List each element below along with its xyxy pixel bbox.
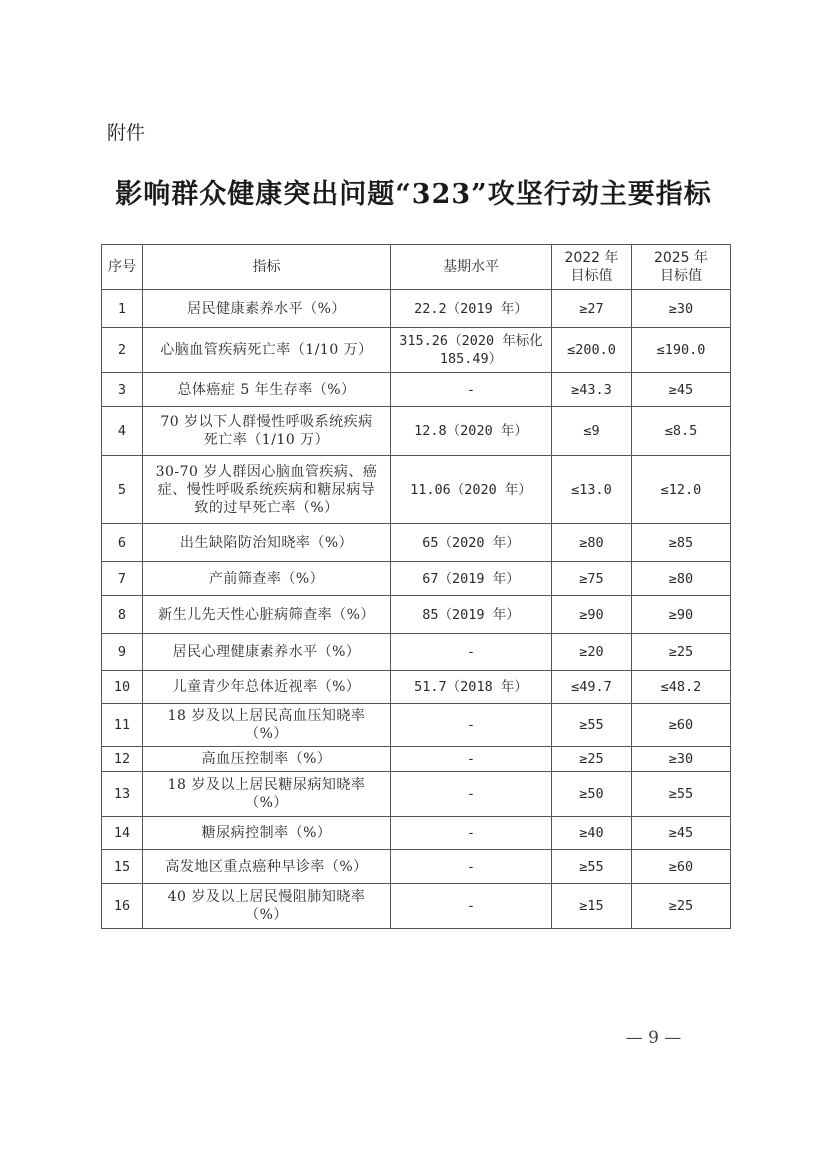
- row-index-cell: 14: [102, 817, 143, 850]
- row-baseline-cell: 12.8（2020 年）: [391, 407, 552, 456]
- row-index-cell: 8: [102, 596, 143, 634]
- row-target-2022-cell: ≥50: [552, 772, 632, 817]
- table-body: [102, 290, 731, 929]
- row-target-2022-cell: ≥75: [552, 562, 632, 596]
- table-row: [102, 407, 731, 456]
- row-baseline-cell: -: [391, 747, 552, 772]
- row-baseline-cell: 51.7（2018 年）: [391, 671, 552, 704]
- row-target-2025-cell: ≥90: [632, 596, 731, 634]
- row-target-2025-cell: ≥25: [632, 634, 731, 671]
- row-target-2025-cell: ≤12.0: [632, 456, 731, 524]
- row-target-2022-cell: ≥55: [552, 850, 632, 884]
- row-target-2025-cell: ≥80: [632, 562, 731, 596]
- row-baseline-cell: -: [391, 850, 552, 884]
- row-target-2025-cell: ≥45: [632, 373, 731, 407]
- page-number: — 9 —: [625, 1028, 682, 1048]
- row-target-2022-cell: ≥15: [552, 884, 632, 929]
- row-baseline-cell: 11.06（2020 年）: [391, 456, 552, 524]
- header-baseline: 基期水平: [391, 245, 552, 290]
- table-row: [102, 817, 731, 850]
- row-indicator-cell: 18 岁及以上居民高血压知晓率 （%）: [143, 704, 391, 747]
- row-baseline-cell: -: [391, 373, 552, 407]
- header-target-2025: 2025 年 目标值: [632, 245, 731, 290]
- row-index-cell: 11: [102, 704, 143, 747]
- row-target-2022-cell: ≥20: [552, 634, 632, 671]
- row-index-cell: 4: [102, 407, 143, 456]
- row-target-2022-cell: ≥25: [552, 747, 632, 772]
- row-index-cell: 15: [102, 850, 143, 884]
- row-indicator-cell: 总体癌症 5 年生存率（%）: [143, 373, 391, 407]
- row-baseline-cell: 67（2019 年）: [391, 562, 552, 596]
- row-target-2025-cell: ≤8.5: [632, 407, 731, 456]
- row-index-cell: 3: [102, 373, 143, 407]
- row-index-cell: 16: [102, 884, 143, 929]
- row-target-2022-cell: ≥27: [552, 290, 632, 328]
- row-baseline-cell: 22.2（2019 年）: [391, 290, 552, 328]
- row-target-2025-cell: ≥30: [632, 290, 731, 328]
- row-baseline-cell: -: [391, 634, 552, 671]
- row-index-cell: 6: [102, 524, 143, 562]
- row-target-2025-cell: ≥30: [632, 747, 731, 772]
- row-target-2025-cell: ≥60: [632, 850, 731, 884]
- row-target-2025-cell: ≥25: [632, 884, 731, 929]
- row-baseline-cell: -: [391, 817, 552, 850]
- row-target-2022-cell: ≥55: [552, 704, 632, 747]
- table-row: [102, 562, 731, 596]
- row-index-cell: 5: [102, 456, 143, 524]
- row-target-2022-cell: ≤13.0: [552, 456, 632, 524]
- row-target-2025-cell: ≤48.2: [632, 671, 731, 704]
- row-target-2022-cell: ≥40: [552, 817, 632, 850]
- row-target-2022-cell: ≤200.0: [552, 328, 632, 373]
- row-indicator-cell: 高发地区重点癌种早诊率（%）: [143, 850, 391, 884]
- row-target-2022-cell: ≥80: [552, 524, 632, 562]
- row-indicator-cell: 儿童青少年总体近视率（%）: [143, 671, 391, 704]
- row-indicator-cell: 40 岁及以上居民慢阻肺知晓率 （%）: [143, 884, 391, 929]
- table-row: [102, 290, 731, 328]
- table-row: [102, 524, 731, 562]
- table-row: [102, 772, 731, 817]
- table-row: [102, 328, 731, 373]
- table-row: [102, 671, 731, 704]
- row-indicator-cell: 糖尿病控制率（%）: [143, 817, 391, 850]
- table-row: [102, 373, 731, 407]
- row-indicator-cell: 心脑血管疾病死亡率（1/10 万）: [143, 328, 391, 373]
- row-indicator-cell: 30-70 岁人群因心脑血管疾病、癌 症、慢性呼吸系统疾病和糖尿病导 致的过早死亡率（%）: [143, 456, 391, 524]
- row-baseline-cell: 65（2020 年）: [391, 524, 552, 562]
- row-index-cell: 9: [102, 634, 143, 671]
- row-indicator-cell: 居民健康素养水平（%）: [143, 290, 391, 328]
- row-baseline-cell: -: [391, 884, 552, 929]
- row-index-cell: 2: [102, 328, 143, 373]
- row-indicator-cell: 产前筛查率（%）: [143, 562, 391, 596]
- table-row: [102, 634, 731, 671]
- row-index-cell: 12: [102, 747, 143, 772]
- row-indicator-cell: 居民心理健康素养水平（%）: [143, 634, 391, 671]
- row-baseline-cell: -: [391, 704, 552, 747]
- row-baseline-cell: 85（2019 年）: [391, 596, 552, 634]
- header-index: 序号: [102, 245, 143, 290]
- row-index-cell: 1: [102, 290, 143, 328]
- row-target-2022-cell: ≥43.3: [552, 373, 632, 407]
- row-index-cell: 13: [102, 772, 143, 817]
- row-target-2025-cell: ≤190.0: [632, 328, 731, 373]
- row-indicator-cell: 70 岁以下人群慢性呼吸系统疾病 死亡率（1/10 万）: [143, 407, 391, 456]
- row-target-2022-cell: ≥90: [552, 596, 632, 634]
- table-row: [102, 456, 731, 524]
- indicators-table: [101, 244, 731, 929]
- row-target-2025-cell: ≥60: [632, 704, 731, 747]
- table-row: [102, 884, 731, 929]
- row-baseline-cell: -: [391, 772, 552, 817]
- row-index-cell: 10: [102, 671, 143, 704]
- row-target-2025-cell: ≥85: [632, 524, 731, 562]
- table-row: [102, 850, 731, 884]
- attachment-label: 附件: [107, 122, 146, 144]
- row-target-2022-cell: ≤9: [552, 407, 632, 456]
- row-index-cell: 7: [102, 562, 143, 596]
- table-row: [102, 704, 731, 747]
- table-header-row: [102, 245, 731, 290]
- row-target-2025-cell: ≥45: [632, 817, 731, 850]
- row-indicator-cell: 18 岁及以上居民糖尿病知晓率 （%）: [143, 772, 391, 817]
- page-title: 影响群众健康突出问题“323”攻坚行动主要指标: [115, 179, 712, 210]
- row-baseline-cell: 315.26（2020 年标化 185.49）: [391, 328, 552, 373]
- header-indicator: 指标: [143, 245, 391, 290]
- table-row: [102, 596, 731, 634]
- row-target-2022-cell: ≤49.7: [552, 671, 632, 704]
- row-indicator-cell: 新生儿先天性心脏病筛查率（%）: [143, 596, 391, 634]
- row-indicator-cell: 高血压控制率（%）: [143, 747, 391, 772]
- header-target-2022: 2022 年 目标值: [552, 245, 632, 290]
- row-target-2025-cell: ≥55: [632, 772, 731, 817]
- row-indicator-cell: 出生缺陷防治知晓率（%）: [143, 524, 391, 562]
- table-row: [102, 747, 731, 772]
